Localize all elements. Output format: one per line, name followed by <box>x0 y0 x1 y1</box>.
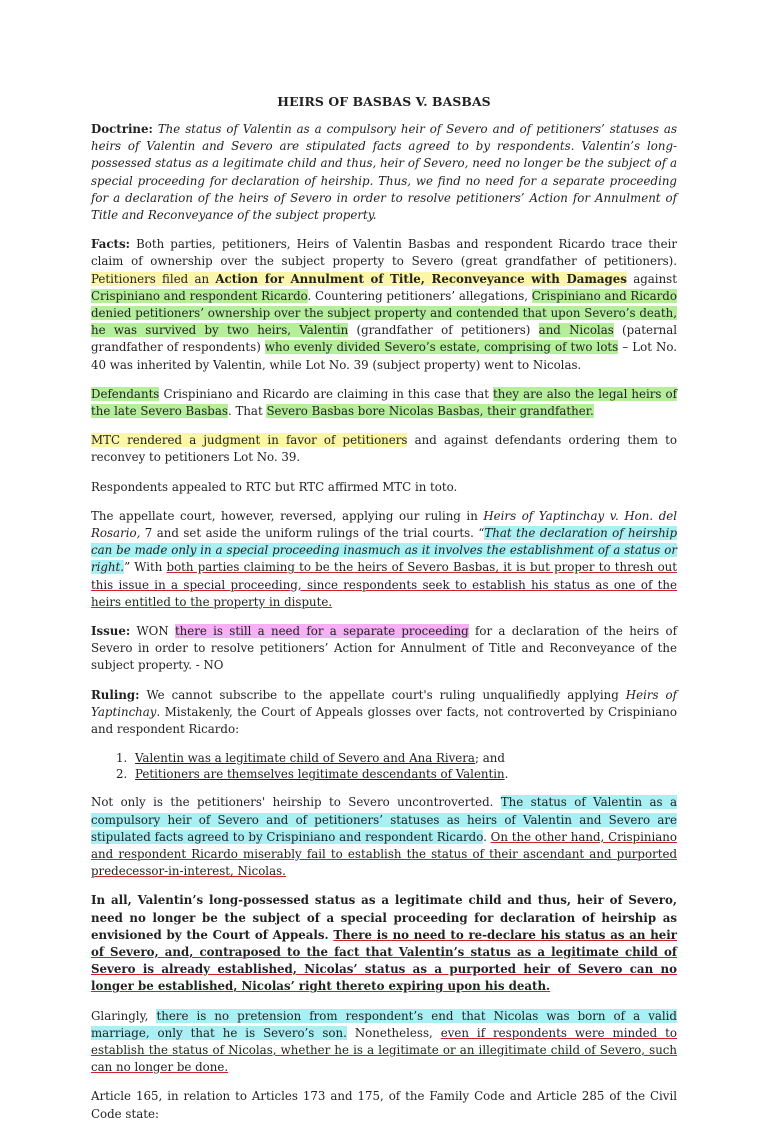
highlight-yellow: MTC rendered a judgment in favor of petitioners <box>91 433 408 448</box>
list-item-text: Petitioners are themselves legitimate descendants of Valentin <box>135 767 505 782</box>
highlight-cyan: The status of Valentin as a compulsory heir of Severo and of petitioners’ statuses as heirs of Valentin and Severo are stipulated facts agreed to by Crispiniano and respondent Ricardo <box>91 795 677 844</box>
defendants-text: Crispiniano and Ricardo are claiming in this case that <box>159 386 494 401</box>
glaringly-text: Glaringly, <box>91 1008 157 1023</box>
mtc-text: and against defendants ordering them to reconvey to petitioners Lot No. 39. <box>91 433 678 465</box>
highlight-green: they are also the legal heirs of the late Severo Basbas <box>91 386 677 419</box>
list-item <box>131 750 677 766</box>
highlight-green: Crispiniano and respondent Ricardo <box>91 288 308 303</box>
ruling-label: Ruling: <box>91 687 140 702</box>
defendants-text: . That <box>227 404 267 419</box>
issue-label: Issue: <box>91 624 131 639</box>
glaringly-text: Nonetheless, <box>346 1025 441 1040</box>
red-underline-text: On the other hand, Crispiniano and respondent Ricardo miserably fail to establish the status of their ascendant and purported predecessor-in-interest, Nicolas. <box>91 829 677 879</box>
doctrine-text: The status of Valentin as a compulsory heir of Severo and of petitioners’ statuses as heirs of Valentin and Severo are stipulated facts agreed to by respondents. Valentin’s long-possessed status as a legitimate child and thus, heir of Severo, need no longer be the subject of a special proceeding for declaration of heirship. Thus, we find no need for a separate proceeding for a declaration of the heirs of Severo in order to resolve petitioners’ Action for Annulment of Title and Reconveyance of the subject property. <box>91 122 677 223</box>
issue-text: WON <box>130 624 175 639</box>
ruling-text: . Mistakenly, the Court of Appeals glosses over facts, not controverted by Crispiniano and respondent Ricardo: <box>91 704 677 737</box>
red-underline-text: both parties claiming to be the heirs of Severo Basbas, it is but proper to thresh out this issue in a special proceeding, since respondents seek to establish his status as one of the heirs entitled to the property in dispute. <box>91 560 678 609</box>
facts-text: – Lot No. 40 was inherited by Valentin, while Lot No. 39 (subject property) went to Nicolas. <box>91 340 677 372</box>
facts-paragraph <box>91 236 677 374</box>
appellate-text: 7 and set aside the uniform rulings of the trial courts. “ <box>140 526 485 541</box>
case-citation: Heirs of Yaptinchay <box>91 687 677 719</box>
ruling-paragraph <box>91 687 677 739</box>
list-item-tail: . <box>504 767 509 782</box>
doctrine-paragraph <box>91 121 677 224</box>
rtc-paragraph: Respondents appealed to RTC but RTC affirmed MTC in toto. <box>91 479 458 494</box>
appellate-text: The appellate court, however, reversed, applying our ruling in <box>91 508 484 523</box>
in-all-paragraph <box>91 892 677 995</box>
red-underline-text: even if respondents were minded to establish the status of Nicolas, whether he is a legitimate or an illegitimate child of Severo, such can no longer be done. <box>91 1025 677 1075</box>
doctrine-label: Doctrine: <box>91 122 153 136</box>
appellate-paragraph <box>91 508 677 611</box>
case-citation: Heirs of Yaptinchay v. Hon. del Rosario, <box>91 508 678 541</box>
inall-text: In all, Valentin’s long-possessed status as a legitimate child and thus, heir of Severo, need no longer be the subject of a special proceeding for declaration of heirship as envisioned by the Court of Appeals. <box>91 893 677 942</box>
facts-text: against <box>626 271 677 286</box>
highlight-green: and Nicolas <box>538 323 614 338</box>
notonly-text: . <box>483 829 491 844</box>
highlight-green: who evenly divided Severo’s estate, comprising of two lots <box>264 340 619 355</box>
facts-text: (paternal grandfather of respondents) <box>91 323 678 355</box>
red-underline-text: There is no need to re-declare his status as an heir of Severo, and, contraposed to the fact that Valentin’s status as a legitimate child of Severo is already established, Nicolas’ status as a purported heir of Severo can no longer be established, Nicolas’ right thereto expiring upon his death. <box>91 927 677 994</box>
uncontroverted-facts-list <box>91 750 677 782</box>
facts-text: . Countering petitioners’ allegations, <box>307 288 532 303</box>
facts-text: (grandfather of petitioners) <box>348 323 539 338</box>
highlight-green: Crispiniano and Ricardo denied petitioners’ ownership over the subject property and contended that upon Severo’s death, he was survived by two heirs, Valentin <box>91 288 677 338</box>
highlight-yellow: Petitioners filed an <box>91 271 216 286</box>
ruling-text: We cannot subscribe to the appellate court's ruling unqualifiedly applying <box>139 687 626 702</box>
highlight-cyan: there is no pretension from respondent’s end that Nicolas was born of a valid marriage, only that he is Severo’s son. <box>91 1008 677 1040</box>
highlight-yellow-bold: Action for Annulment of Title, Reconveyance with Damages <box>215 271 627 286</box>
glaringly-paragraph <box>91 1008 677 1077</box>
appellate-text: ” With <box>124 560 167 575</box>
list-item-tail: ; and <box>474 751 505 766</box>
not-only-paragraph <box>91 794 677 880</box>
highlight-green: Severo Basbas bore Nicolas Basbas, their grandfather. <box>266 404 594 419</box>
issue-paragraph <box>91 623 677 675</box>
article-paragraph: Article 165, in relation to Articles 173 and 175, of the Family Code and Article 285 of the Civil Code state: <box>91 1089 677 1121</box>
highlight-magenta: there is still a need for a separate proceeding <box>174 624 469 639</box>
list-item-text: Valentin was a legitimate child of Severo and Ana Rivera <box>135 751 475 766</box>
defendants-paragraph <box>91 386 677 420</box>
facts-label: Facts: <box>91 237 131 252</box>
issue-text: for a declaration of the heirs of Severo in order to resolve petitioners’ Action for Annulment of Title and Reconveyance of the subject property. - NO <box>91 624 677 673</box>
mtc-paragraph <box>91 432 677 466</box>
highlight-green: Defendants <box>91 386 160 401</box>
facts-text: Both parties, petitioners, Heirs of Valentin Basbas and respondent Ricardo trace their claim of ownership over the subject property to Severo (great grandfather of petitioners). <box>91 237 677 269</box>
highlight-cyan-quote: That the declaration of heirship can be made only in a special proceeding inasmuch as it involves the establishment of a status or right. <box>91 526 677 575</box>
list-item <box>131 766 677 782</box>
document-title: HEIRS OF BASBAS V. BASBAS <box>277 94 491 109</box>
notonly-text: Not only is the petitioners' heirship to Severo uncontroverted. <box>91 795 501 810</box>
